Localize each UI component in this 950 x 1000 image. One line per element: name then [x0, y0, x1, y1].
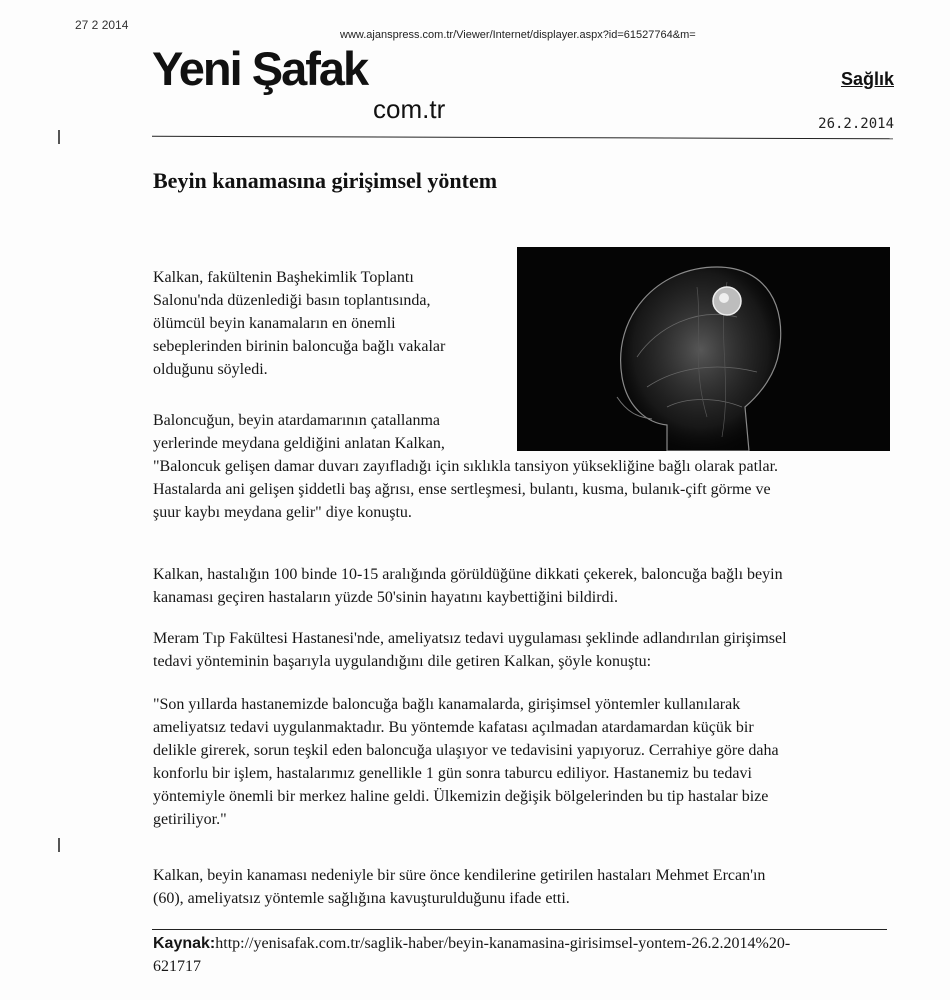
- section-label: Sağlık: [840, 69, 894, 89]
- paragraph-line: şuur kaybı meydana gelir" diye konuştu.: [153, 504, 412, 521]
- paragraph-line: "Baloncuk gelişen damar duvarı zayıfladığı için sıklıkla tansiyon yüksekliğine bağlı olarak patlar.: [153, 458, 779, 475]
- paragraph-line: Baloncuğun, beyin atardamarının çatallanma: [153, 412, 440, 429]
- source-url-line1[interactable]: http://yenisafak.com.tr/saglik-haber/beyin-kanamasina-girisimsel-yontem-26.2.2014%20-: [215, 935, 791, 952]
- paragraph-line: yöntemiyle önemli bir merkez haline geldi. Ülkemizin değişik bölgelerinden bu tip hastalar bize: [153, 788, 769, 805]
- article-headline: Beyin kanamasına girişimsel yöntem: [153, 168, 498, 193]
- paragraph-line: getiriliyor.": [153, 811, 227, 828]
- paragraph-line: konforlu bir işlem, hastalarımız genellikle 1 gün sonra taburcu ediliyor. Hastanemiz bu tedavi: [153, 765, 752, 782]
- scan-margin-mark: [58, 838, 60, 852]
- paragraph-line: yerlerinde meydana geldiğini anlatan Kalkan,: [153, 435, 445, 452]
- paragraph-line: (60), ameliyatsız yöntemle sağlığına kavuşturulduğunu ifade etti.: [153, 890, 570, 907]
- scan-margin-mark: [58, 130, 60, 144]
- paragraph-line: ameliyatsız tedavi uygulanmaktadır. Bu yöntemde kafatası açılmadan atardamardan küçük bir: [153, 719, 754, 736]
- paragraph-line: Kalkan, hastalığın 100 binde 10-15 aralığında görüldüğüne dikkati çekerek, baloncuğa bağlı beyin: [153, 566, 783, 583]
- source-citation: [153, 932, 883, 978]
- paragraph-line: Kalkan, beyin kanaması nedeniyle bir süre önce kendilerine getirilen hastaları Mehmet Ercan'ın: [153, 867, 766, 884]
- logo-name: Yeni Şafak: [152, 42, 368, 95]
- article-paragraph: [153, 266, 445, 381]
- source-url-header: www.ajanspress.com.tr/Viewer/Internet/displayer.aspx?id=61527764&m=: [340, 29, 696, 41]
- paragraph-line: olduğunu söyledi.: [153, 361, 268, 378]
- newspaper-logo: [152, 42, 482, 140]
- source-url-line2[interactable]: 621717: [153, 958, 201, 975]
- paragraph-line: "Son yıllarda hastanemizde baloncuğa bağlı kanamalarda, girişimsel yöntemler kullanılarak: [153, 696, 741, 713]
- paragraph-line: kanaması geçiren hastaların yüzde 50'sinin hayatını kaybettiğini bildirdi.: [153, 589, 618, 606]
- paragraph-line: tedavi yönteminin başarıyla uygulandığını dile getiren Kalkan, şöyle konuştu:: [153, 653, 652, 670]
- publish-date: 26.2.2014: [818, 116, 894, 132]
- footer-divider: [152, 929, 887, 930]
- print-date: 27 2 2014: [75, 18, 129, 32]
- paragraph-line: delikle girerek, sorun teşkil eden baloncuğa ulaşıyor ve tedavisini yapıyoruz. Cerrahiye göre daha: [153, 742, 779, 759]
- paragraph-line: Kalkan, fakültenin Başhekimlik Toplantı: [153, 269, 414, 286]
- paragraph-line: sebeplerinden birinin baloncuğa bağlı vakalar: [153, 338, 446, 355]
- logo-domain: com.tr: [373, 94, 446, 124]
- paragraph-line: Salonu'nda düzenlediği basın toplantısında,: [153, 292, 431, 309]
- article-paragraph: [153, 864, 765, 910]
- source-label: Kaynak:: [153, 935, 216, 952]
- paragraph-line: Hastalarda ani gelişen şiddetli baş ağrısı, ense sertleşmesi, bulantı, kusma, bulanık-çift görme ve: [153, 481, 771, 498]
- article-paragraph: [153, 693, 779, 831]
- article-paragraph: [153, 409, 778, 524]
- article-paragraph: [153, 627, 787, 673]
- paragraph-line: Meram Tıp Fakültesi Hastanesi'nde, ameliyatsız tedavi uygulaması şeklinde adlandırılan girişimsel: [153, 630, 787, 647]
- paragraph-line: ölümcül beyin kanamaların en önemli: [153, 315, 396, 332]
- article-paragraph: [153, 563, 783, 609]
